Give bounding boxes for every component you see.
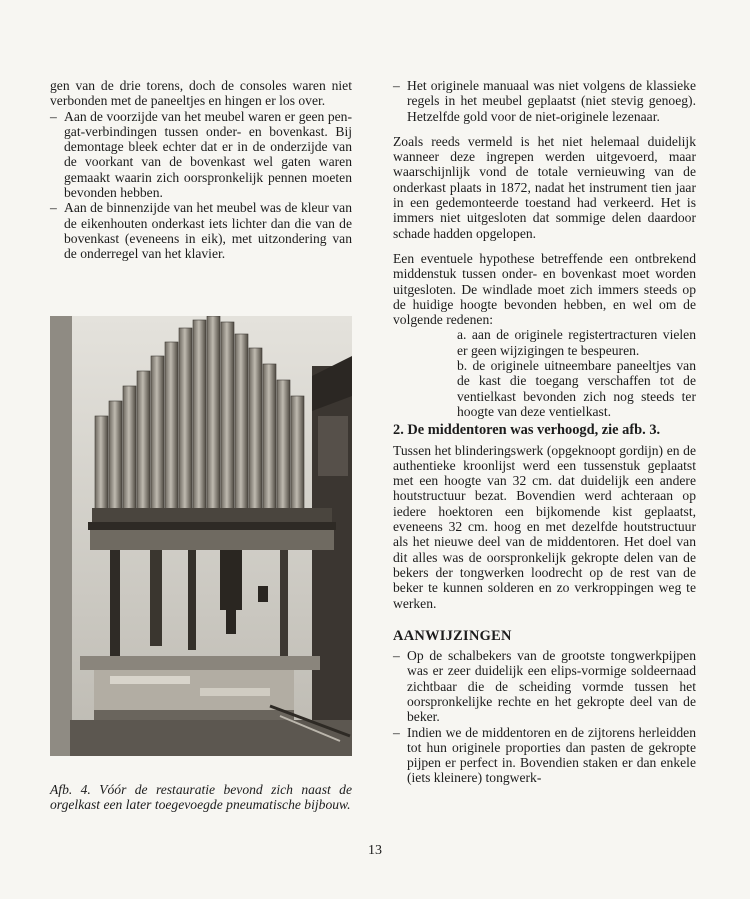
paragraph-renewal: Zoals reeds vermeld is het niet helemaal duidelijk wanneer deze ingrepen werden uitgevoerd, maar waarschijnlijk vond de totale vernieuwing van de onderkast plaats in 1872, nadat het instrument tien jaar in een gedemonteerde toestand had verkeerd. Het is immers niet uitgesloten dat sommige delen daardoor schade hadden opgelopen. [393,133,696,241]
paragraph-hypothesis: Een eventuele hypothese betreffende een ontbrekend middenstuk tussen onder- en bovenkast moet worden uitgesloten. De windlade moet zich immers steeds op de huidige hoogte bevonden hebben, en wel om de volgende redenen: [393,250,696,328]
figure-caption: Afb. 4. Vóór de restauratie bevond zich naast de orgelkast een later toegevoegde pneumatische bijbouw. [50,781,352,812]
bullet-solder-seam: – Op de schalbekers van de grootste tongwerkpijpen was er zeer duidelijk een elips-vormige soldeernaad zichtbaar die de scheiding vormde tussen het oorspronkelijke rechte en het gekropte deel van de beker. [393,648,696,724]
bullet-inner-side: – Aan de binnenzijde van het meubel was de kleur van de eikenhouten onderkast iets lichter dan die van de bovenkast (eveneens in eik), met uitzondering van de onderregel van het klavier. [50,200,352,261]
reason-b: b. de originele uitneembare paneeltjes van de kast die toegang verschaffen tot de ventielkast bevonden zich nog steeds ter hoogte van deze ventielkast. [457,358,696,419]
bullet-manual: – Het originele manuaal was niet volgens de klassieke regels in het meubel geplaatst (niet stevig genoeg). Hetzelfde gold voor de niet-originele lezenaar. [393,78,696,124]
bullet-proportions: – Indien we de middentoren en de zijtorens herleidden tot hun originele proporties dan pasten de gekropte pijpen er perfect in. Bovendien staken er dan enkele (iets kleinere) tongwerk- [393,725,696,786]
heading-aanwijzingen: AANWIJZINGEN [393,627,512,644]
reasons-list [393,327,696,419]
page-number: 13 [368,843,382,858]
paragraph-middle-tower: Tussen het blinderingswerk (opgeknoopt gordijn) en de authentieke kroonlijst werd een tussenstuk geplaatst met een hoogte van 32 cm. dat duidelijk een andere houtstructuur bezat. Bovendien werd achteraan op iedere hoektoren een bijkomende kist geplaatst, eveneens 32 cm. hoog en met dezelfde houtstructuur als het nieuwe deel van de middentoren. Het doel van dit alles was de oorspronkelijk gekropte delen van de bekers der tongwerken loodrecht op de rest van de beker te kunnen solderen en zo verkroppingen weg te werken. [393,442,696,611]
organ-photo [50,316,352,756]
intro-paragraph: gen van de drie torens, doch de consoles waren niet verbonden met de paneeltjes en hingen er los over. [50,78,352,109]
left-column [50,78,352,262]
section-heading-2: 2. De middentoren was verhoogd, zie afb. 3. [393,422,661,439]
right-column [393,78,696,786]
reason-a: a. aan de originele registertracturen vielen er geen wijzigingen te bespeuren. [457,327,696,358]
bullet-front-side: – Aan de voorzijde van het meubel waren er geen pen-gat-verbindingen tussen onder- en bovenkast. Bij demontage bleek echter dat er in de onderzijde van de voorkant van de bovenkast wel gaten waren gemaakt waarin zich oorspronkelijk pennen moeten bevonden hebben. [50,109,352,201]
